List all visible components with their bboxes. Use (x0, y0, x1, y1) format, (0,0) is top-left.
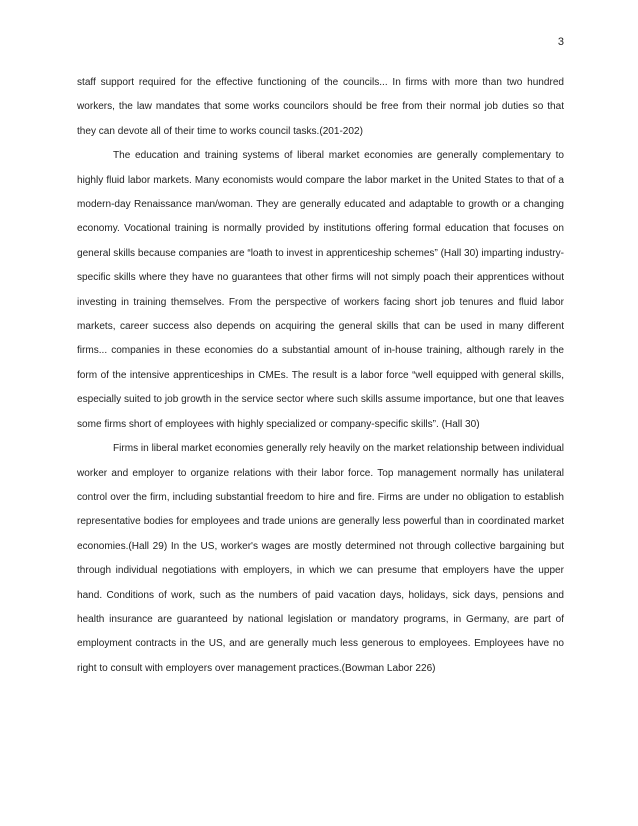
paragraph-education-training: The education and training systems of liberal market economies are generally complementary to highly fluid labor markets. Many economists would compare the labor market in the United States to that of a modern-day Renaissance man/woman. They are generally educated and adaptable to growth or a changing economy. Vocational training is normally provided by institutions offering formal education that focuses on general skills because companies are “loath to invest in apprenticeship schemes” (Hall 30) imparting industry-specific skills where they have no guarantees that other firms will not simply poach their apprentices without investing in training themselves. From the perspective of workers facing short job tenures and fluid labor markets, career success also depends on acquiring the general skills that can be used in many different firms... companies in these economies do a substantial amount of in-house training, although rarely in the form of the intensive apprenticeships in CMEs. The result is a labor force “well equipped with general skills, especially suited to job growth in the service sector where such skills assume importance, but one that leaves some firms short of employees with highly specialized or company-specific skills”. (Hall 30) (77, 150, 564, 430)
body-text (77, 71, 564, 681)
page-number: 3 (557, 36, 564, 48)
paragraph-market-relationship: Firms in liberal market economies generally rely heavily on the market relationship between individual worker and employer to organize relations with their labor force. Top management normally has unilateral control over the firm, including substantial freedom to hire and fire. Firms are under no obligation to establish representative bodies for employees and trade unions are generally less powerful than in coordinated market economies.(Hall 29) In the US, worker's wages are mostly determined not through collective bargaining but through individual negotiations with employers, in which we can presume that employers have the upper hand. Conditions of work, such as the numbers of paid vacation days, holidays, sick days, pensions and health insurance are guaranteed by national legislation or mandatory programs, in Germany, are part of employment contracts in the US, and are generally much less generous to employees. Employees have no right to consult with employers over management practices.(Bowman Labor 226) (77, 443, 564, 674)
paragraph-continuation: staff support required for the effective functioning of the councils... In firms with more than two hundred workers, the law mandates that some works councilors should be free from their normal job duties so that they can devote all of their time to works council tasks.(201-202) (77, 77, 564, 137)
